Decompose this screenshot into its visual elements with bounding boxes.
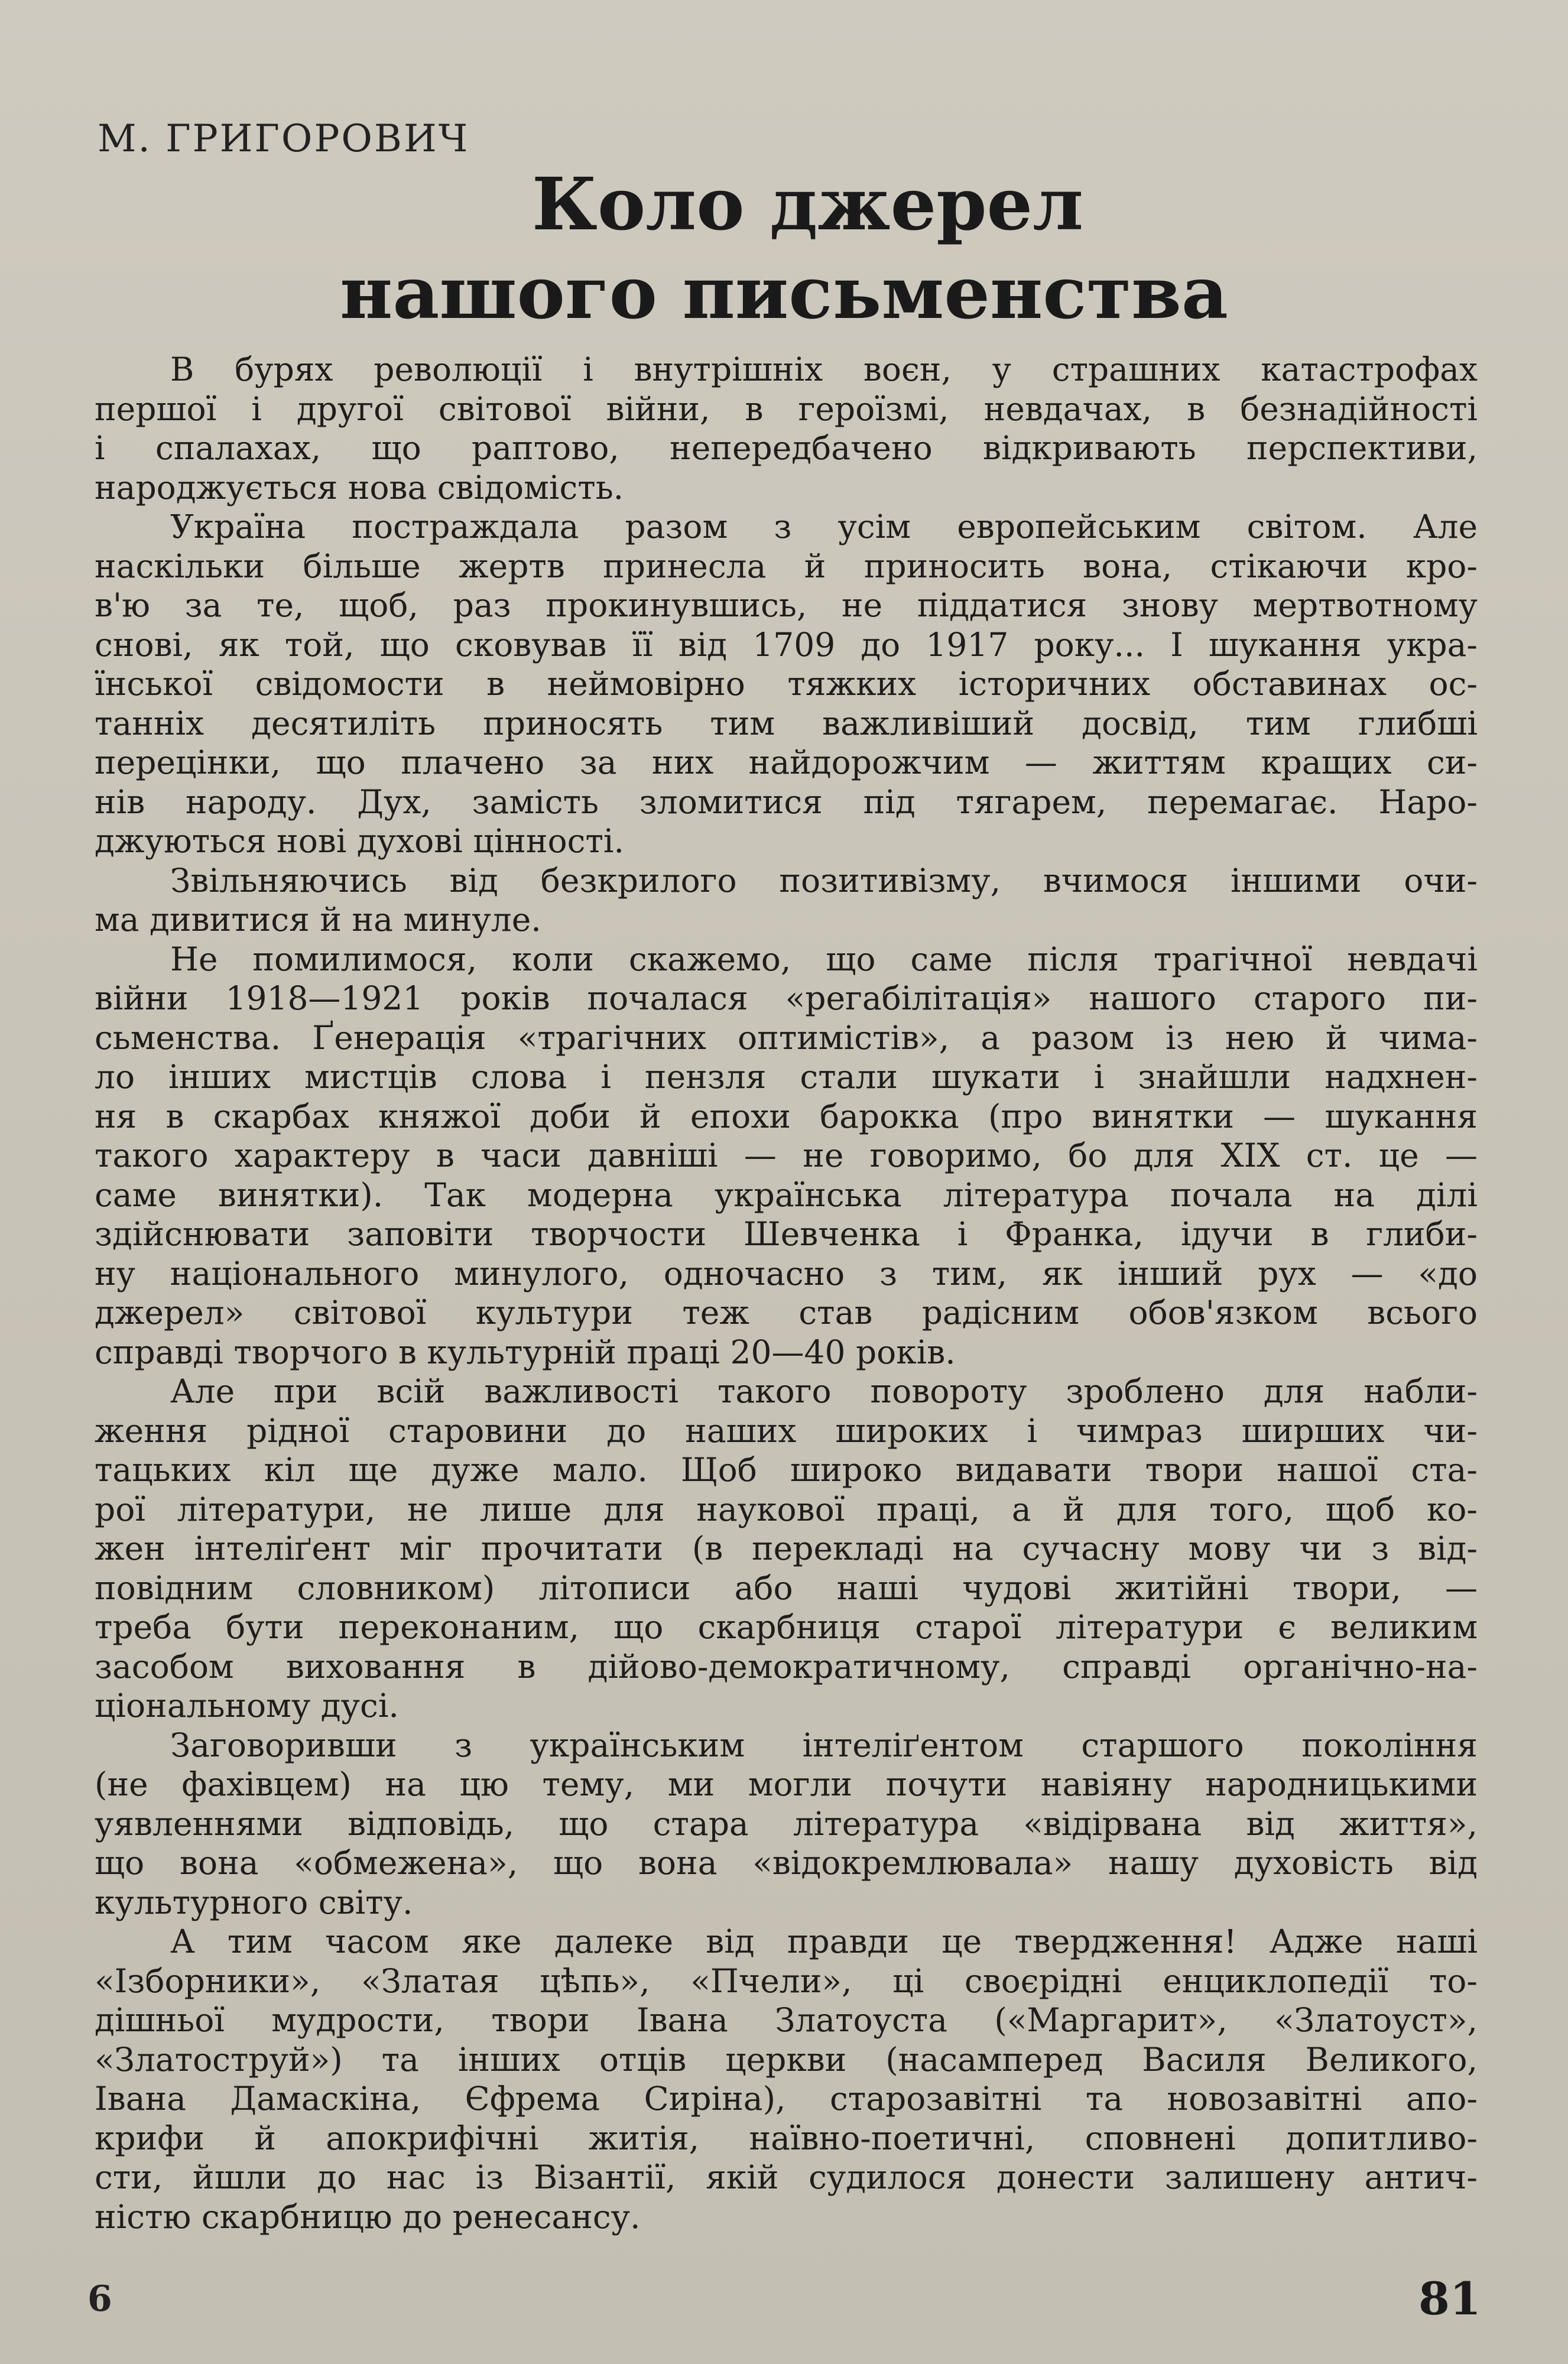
text-line: Україна постраждала разом з усім европейським світом. Але	[170, 508, 1478, 545]
text-line: і спалахах, що раптово, непередбачено відкривають перспективи,	[95, 429, 1478, 467]
text-line: повідним словником) літописи або наші чудові житійні твори, —	[95, 1569, 1478, 1607]
title-line-2: нашого письменства	[340, 250, 1228, 335]
text-line: ціональному дусі.	[95, 1687, 399, 1725]
text-line: перецінки, що плачено за них найдорожчим — життям кращих си-	[95, 743, 1478, 781]
paragraph	[95, 1372, 1478, 1726]
text-line: тацьких кіл ще дуже мало. Щоб широко видавати твори нашої ста-	[95, 1451, 1478, 1489]
text-line: ністю скарбницю до ренесансу.	[95, 2197, 641, 2236]
paragraph	[95, 507, 1478, 861]
text-line: війни 1918—1921 років почалася «регабілітація» нашого старого пи-	[95, 979, 1478, 1017]
text-line: Івана Дамаскіна, Єфрема Сиріна), старозавітні та новозавітні апо-	[95, 2080, 1478, 2118]
paragraph	[95, 940, 1478, 1372]
text-line: народжується нова свідомість.	[95, 468, 624, 506]
text-line: дішньої мудрости, твори Івана Златоуста («Маргарит», «Златоуст»,	[95, 2001, 1478, 2039]
text-line: справді творчого в культурній праці 20—40 років.	[95, 1333, 956, 1371]
paragraph	[95, 350, 1478, 507]
text-line: джерел» світової культури теж став радісним обов'язком всього	[95, 1294, 1478, 1332]
text-line: В бурях революції і внутрішніх воєн, у страшних катастрофах	[170, 350, 1478, 388]
text-line: саме винятки). Так модерна українська література почала на ділі	[95, 1175, 1478, 1214]
paragraph	[95, 861, 1478, 940]
paragraph	[95, 1922, 1478, 2236]
text-line: сти, йшли до нас із Візантії, якій судилося донести залишену антич-	[95, 2158, 1478, 2196]
text-line: культурного світу.	[95, 1883, 413, 1921]
text-line: ма дивитися й на минуле.	[95, 901, 541, 939]
text-line: (не фахівцем) на цю тему, ми могли почути навіяну народницькими	[95, 1765, 1478, 1803]
text-line: танніх десятиліть приносять тим важливіший досвід, тим глибші	[95, 704, 1478, 742]
text-line: крифи й апокрифічні житія, наївно-поетичні, сповнені допитливо-	[95, 2119, 1478, 2157]
text-line: жен інтеліґент міг прочитати (в перекладі на сучасну мову чи з від-	[95, 1530, 1478, 1567]
text-line: снові, як той, що сковував її від 1709 до 1917 року... І шукання укра-	[95, 625, 1478, 664]
text-line: «Ізборники», «Златая цѣпь», «Пчели», ці своєрідні енциклопедії то-	[95, 1962, 1478, 2000]
text-line: нів народу. Дух, замість зломитися під тягарем, перемагає. Наро-	[95, 782, 1478, 821]
text-line: наскільки більше жертв принесла й приносить вона, стікаючи кро-	[95, 547, 1478, 585]
text-line: уявленнями відповідь, що стара література «відірвана від життя»,	[95, 1804, 1478, 1843]
text-line: ну національного минулого, одночасно з тим, як інший рух — «до	[95, 1254, 1478, 1293]
text-line: «Златоструй») та інших отців церкви (насамперед Василя Великого,	[95, 2040, 1478, 2079]
text-line: джуються нові духові цінності.	[95, 822, 624, 860]
text-line: що вона «обмежена», що вона «відокремлювала» нашу духовість від	[95, 1844, 1478, 1882]
title-line-1: Коло джерел	[531, 161, 1084, 246]
text-line: такого характеру в часи давніші — не говоримо, бо для XIX ст. це —	[95, 1136, 1478, 1174]
text-line: Заговоривши з українським інтеліґентом старшого покоління	[170, 1726, 1478, 1764]
text-line: рої літератури, не лише для наукової праці, а й для того, щоб ко-	[95, 1490, 1478, 1528]
text-line: ня в скарбах княжої доби й епохи барокка (про винятки — шукання	[95, 1097, 1478, 1135]
text-line: Не помилимося, коли скажемо, що саме після трагічної невдачі	[170, 940, 1478, 978]
article-body	[95, 350, 1478, 2236]
text-line: сьменства. Ґенерація «трагічних оптимістів», а разом із нею й чима-	[95, 1018, 1478, 1057]
text-line: першої і другої світової війни, в героїзмі, невдачах, в безнадійності	[95, 389, 1478, 428]
text-line: треба бути переконаним, що скарбниця старої літератури є великим	[95, 1608, 1478, 1646]
paragraph	[95, 1726, 1478, 1923]
signature-mark: 6	[87, 2278, 112, 2320]
text-line: ження рідної старовини до наших широких і чимраз ширших чи-	[95, 1411, 1478, 1450]
text-line: здійснювати заповіти творчости Шевченка і Франка, ідучи в глиби-	[95, 1215, 1478, 1253]
text-line: ло інших мистців слова і пензля стали шукати і знайшли надхнен-	[95, 1058, 1478, 1096]
text-line: засобом виховання в дійово-демократичному, справді органічно-на-	[95, 1647, 1478, 1686]
text-line: в'ю за те, щоб, раз прокинувшись, не піддатися знову мертвотному	[95, 586, 1478, 624]
text-line: їнської свідомости в неймовірно тяжких історичних обставинах ос-	[95, 665, 1478, 703]
page-number: 81	[1418, 2272, 1481, 2325]
text-line: А тим часом яке далеке від правди це твердження! Адже наші	[170, 1923, 1478, 1960]
text-line: Звільняючись від безкрилого позитивізму, вчимося іншими очи-	[170, 861, 1478, 900]
author-name: М. ГРИГОРОВИЧ	[98, 117, 470, 161]
text-line: Але при всій важливості такого повороту зроблено для набли-	[170, 1372, 1478, 1410]
